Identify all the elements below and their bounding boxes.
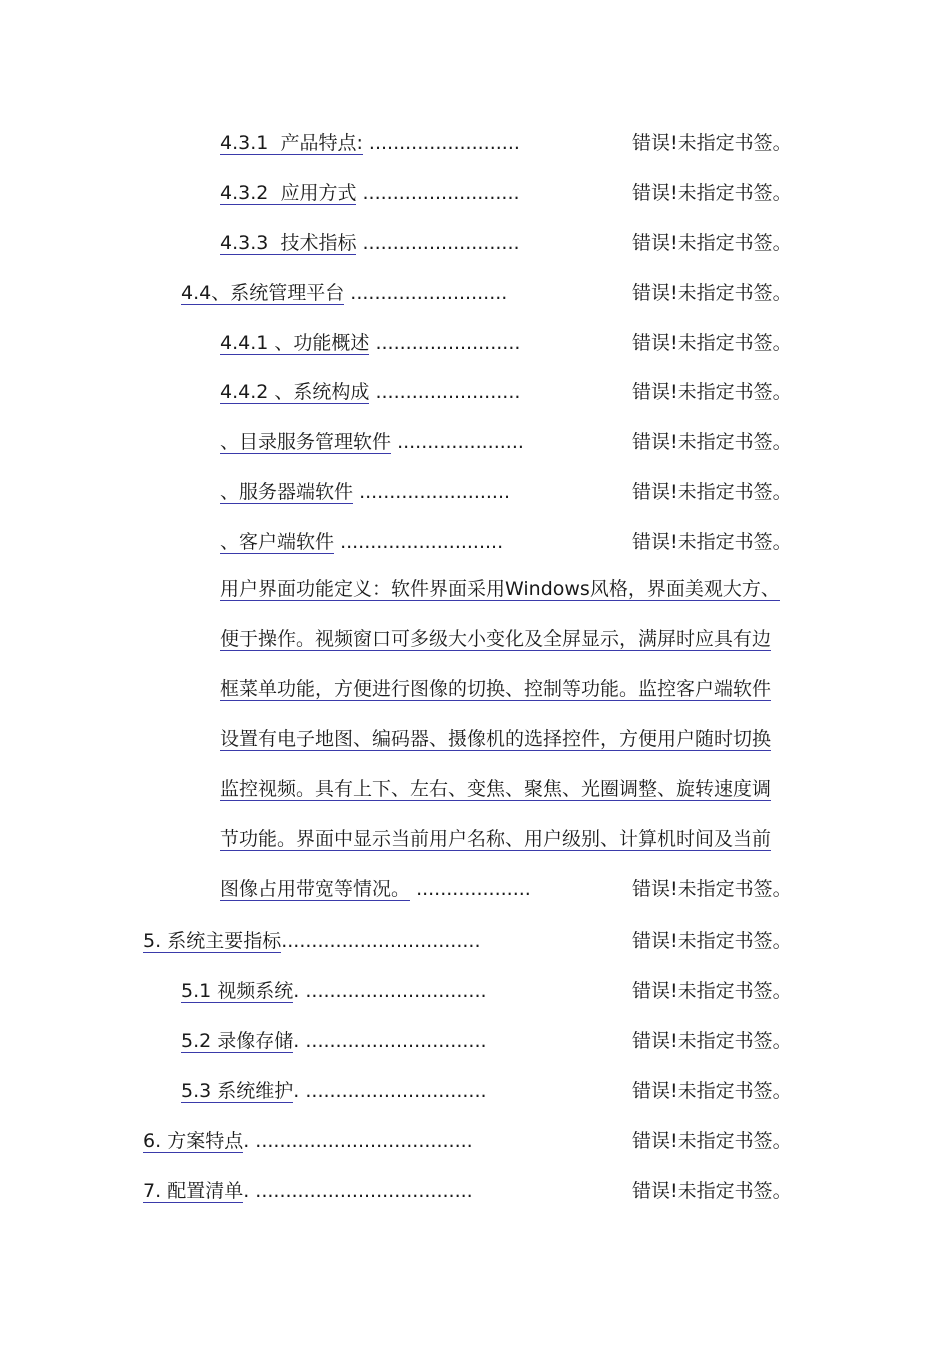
toc-leader: ..................... [397, 431, 524, 453]
toc-link-4-4[interactable]: 4.4、系统管理平台 [181, 282, 345, 304]
para-text: 图像占用带宽等情况。 [220, 878, 411, 900]
toc-entry-5-1 [181, 976, 487, 1006]
toc-page-ref: 错误!未指定书签。 [632, 930, 792, 952]
toc-link-directory-service[interactable]: 、目录服务管理软件 [220, 431, 392, 453]
toc-page-ref: 错误!未指定书签。 [632, 1180, 792, 1202]
para-line [220, 828, 771, 858]
toc-entry-4-3-2 [220, 178, 520, 208]
toc-link-client-software[interactable]: 、客户端软件 [220, 531, 335, 553]
toc-link-6[interactable]: 6. 方案特点 [143, 1130, 244, 1152]
toc-link-7[interactable]: 7. 配置清单 [143, 1180, 244, 1202]
toc-link-4-4-1[interactable]: 4.4.1 、功能概述 [220, 332, 370, 354]
toc-leader: .......................... [362, 232, 520, 254]
para-text: 设置有电子地图、编码器、摄像机的选择控件，方便用户随时切换 [220, 728, 772, 750]
para-line [220, 878, 531, 908]
toc-page-ref: 错误!未指定书签。 [632, 878, 792, 900]
toc-entry-4-4-1 [220, 328, 520, 358]
toc-entry-client-software [220, 527, 503, 557]
toc-link-5[interactable]: 5. 系统主要指标 [143, 930, 282, 952]
para-text: 用户界面功能定义：软件界面采用Windows风格，界面美观大方、 [220, 578, 780, 600]
toc-page-ref: 错误!未指定书签。 [632, 1080, 792, 1102]
toc-link-5-1[interactable]: 5.1 视频系统 [181, 980, 294, 1002]
toc-entry-4-4-2 [220, 377, 520, 407]
toc-entry-5 [143, 926, 481, 956]
toc-page-ref: 错误!未指定书签。 [632, 381, 792, 403]
toc-leader: .......................... [350, 282, 508, 304]
toc-entry-5-2 [181, 1026, 487, 1056]
toc-leader: . .............................. [293, 980, 487, 1002]
toc-entry-server-software [220, 477, 510, 507]
toc-page-ref: 错误!未指定书签。 [632, 431, 792, 453]
toc-entry-4-3-1 [220, 128, 520, 158]
toc-page-ref: 错误!未指定书签。 [632, 980, 792, 1002]
toc-link-4-3-2[interactable]: 4.3.2 应用方式 [220, 182, 357, 204]
toc-entry-5-3 [181, 1076, 487, 1106]
para-line [220, 628, 771, 658]
toc-page-ref: 错误!未指定书签。 [632, 282, 792, 304]
toc-link-4-4-2[interactable]: 4.4.2 、系统构成 [220, 381, 370, 403]
toc-page-ref: 错误!未指定书签。 [632, 132, 792, 154]
toc-leader: ................................. [281, 930, 481, 952]
toc-leader: .......................... [362, 182, 520, 204]
para-text: 便于操作。视频窗口可多级大小变化及全屏显示，满屏时应具有边 [220, 628, 772, 650]
toc-link-4-3-3[interactable]: 4.3.3 技术指标 [220, 232, 357, 254]
toc-link-5-2[interactable]: 5.2 录像存储 [181, 1030, 294, 1052]
toc-leader: ......................... [359, 481, 511, 503]
para-line [220, 678, 771, 708]
toc-entry-ui-definition[interactable] [220, 578, 812, 908]
toc-leader: . .................................... [243, 1180, 473, 1202]
toc-entry-4-3-3 [220, 228, 520, 258]
toc-leader: ......................... [368, 132, 520, 154]
toc-leader: . .............................. [293, 1080, 487, 1102]
toc-entry-6 [143, 1126, 473, 1156]
toc-entry-7 [143, 1176, 473, 1206]
toc-leader: ........................ [375, 381, 521, 403]
toc-page-ref: 错误!未指定书签。 [632, 1130, 792, 1152]
toc-page-ref: 错误!未指定书签。 [632, 481, 792, 503]
para-text: 监控视频。具有上下、左右、变焦、聚焦、光圈调整、旋转速度调 [220, 778, 772, 800]
toc-leader: . .................................... [243, 1130, 473, 1152]
para-text: 节功能。界面中显示当前用户名称、用户级别、计算机时间及当前 [220, 828, 772, 850]
toc-page-ref: 错误!未指定书签。 [632, 531, 792, 553]
toc-page-ref: 错误!未指定书签。 [632, 332, 792, 354]
toc-page-ref: 错误!未指定书签。 [632, 1030, 792, 1052]
toc-page-ref: 错误!未指定书签。 [632, 232, 792, 254]
para-line [220, 728, 771, 758]
para-line [220, 778, 771, 808]
toc-entry-directory-service [220, 427, 524, 457]
toc-leader: ................... [416, 878, 531, 900]
toc-entry-4-4 [181, 278, 507, 308]
toc-leader: ........................... [340, 531, 504, 553]
toc-link-server-software[interactable]: 、服务器端软件 [220, 481, 354, 503]
toc-page-ref: 错误!未指定书签。 [632, 182, 792, 204]
toc-link-5-3[interactable]: 5.3 系统维护 [181, 1080, 294, 1102]
toc-link-4-3-1[interactable]: 4.3.1 产品特点: [220, 132, 363, 154]
para-text: 框菜单功能，方便进行图像的切换、控制等功能。监控客户端软件 [220, 678, 772, 700]
toc-leader: . .............................. [293, 1030, 487, 1052]
toc-leader: ........................ [375, 332, 521, 354]
para-line [220, 578, 780, 608]
